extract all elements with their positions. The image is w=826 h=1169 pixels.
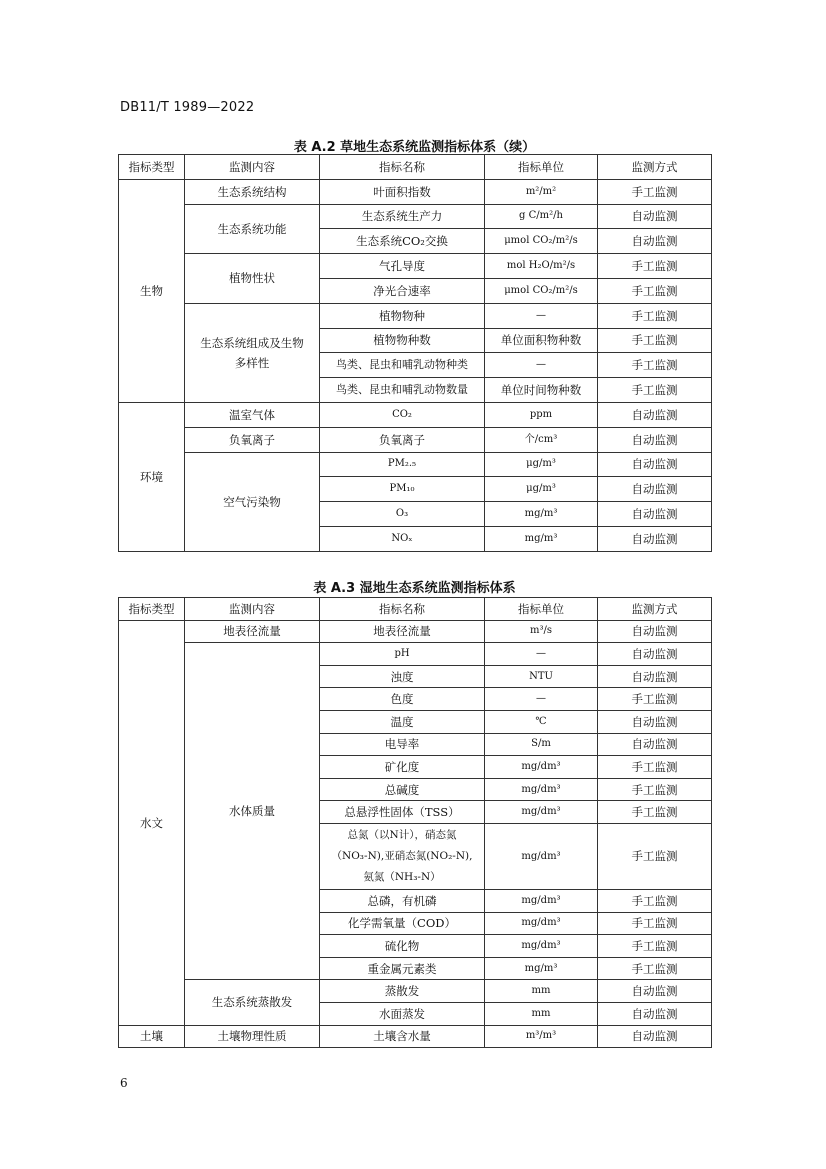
name-cell: NOₓ xyxy=(320,526,485,551)
method-cell: 手工监测 xyxy=(598,278,712,303)
method-cell: 自动监测 xyxy=(598,1025,712,1048)
name-cell: 化学需氧量（COD） xyxy=(320,912,485,935)
name-cell: 总磷，有机磷 xyxy=(320,889,485,912)
unit-cell: μg/m³ xyxy=(485,452,598,477)
document-code: DB11/T 1989—2022 xyxy=(120,100,255,115)
unit-cell: ℃ xyxy=(485,710,598,733)
table-header-row xyxy=(119,155,712,180)
header-cell: 监测方式 xyxy=(598,155,712,180)
name-cell: O₃ xyxy=(320,502,485,527)
unit-cell: NTU xyxy=(485,665,598,688)
table-a2-title: 表 A.2 草地生态系统监测指标体系（续） xyxy=(293,140,536,155)
method-cell: 手工监测 xyxy=(598,303,712,328)
name-cell: pH xyxy=(320,643,485,666)
name-cell: PM₁₀ xyxy=(320,477,485,502)
unit-cell: — xyxy=(485,688,598,711)
method-cell: 自动监测 xyxy=(598,620,712,643)
name-cell: 硫化物 xyxy=(320,935,485,958)
method-cell: 自动监测 xyxy=(598,427,712,452)
unit-cell: μg/m³ xyxy=(485,477,598,502)
unit-cell: mg/dm³ xyxy=(485,935,598,958)
name-cell: 温度 xyxy=(320,710,485,733)
name-cell: PM₂.₅ xyxy=(320,452,485,477)
content-cell: 生态系统蒸散发 xyxy=(185,980,320,1025)
unit-cell: mg/m³ xyxy=(485,957,598,980)
content-cell: 植物性状 xyxy=(185,254,320,304)
name-cell: 净光合速率 xyxy=(320,278,485,303)
method-cell: 手工监测 xyxy=(598,688,712,711)
method-cell: 手工监测 xyxy=(598,823,712,889)
unit-cell: S/m xyxy=(485,733,598,756)
method-cell: 自动监测 xyxy=(598,526,712,551)
table-row xyxy=(119,980,712,1003)
content-cell: 空气污染物 xyxy=(185,452,320,551)
name-line: （NO₃-N),亚硝态氮(NO₂-N), xyxy=(331,849,473,862)
method-cell: 手工监测 xyxy=(598,912,712,935)
name-cell: 总悬浮性固体（TSS） xyxy=(320,801,485,824)
method-cell: 自动监测 xyxy=(598,1002,712,1025)
table-row xyxy=(119,452,712,477)
unit-cell: 个/cm³ xyxy=(485,427,598,452)
header-cell: 监测内容 xyxy=(185,598,320,621)
name-cell: 色度 xyxy=(320,688,485,711)
name-cell: 矿化度 xyxy=(320,756,485,779)
content-cell: 土壤物理性质 xyxy=(185,1025,320,1048)
name-cell: 总碱度 xyxy=(320,778,485,801)
header-cell: 指标名称 xyxy=(320,155,485,180)
unit-cell: mg/dm³ xyxy=(485,756,598,779)
name-cell: 生态系统CO₂交换 xyxy=(320,229,485,254)
method-cell: 手工监测 xyxy=(598,378,712,403)
unit-cell: 单位面积物种数 xyxy=(485,328,598,353)
method-cell: 自动监测 xyxy=(598,502,712,527)
type-cell: 生物 xyxy=(119,179,185,402)
unit-cell: — xyxy=(485,353,598,378)
page-number: 6 xyxy=(120,1076,128,1090)
name-cell: 土壤含水量 xyxy=(320,1025,485,1048)
method-cell: 自动监测 xyxy=(598,229,712,254)
table-row xyxy=(119,620,712,643)
header-cell: 指标单位 xyxy=(485,598,598,621)
type-cell: 土壤 xyxy=(119,1025,185,1048)
unit-cell: mg/dm³ xyxy=(485,801,598,824)
name-cell: 植物物种 xyxy=(320,303,485,328)
method-cell: 自动监测 xyxy=(598,980,712,1003)
unit-cell: — xyxy=(485,643,598,666)
content-cell: 地表径流量 xyxy=(185,620,320,643)
table-row xyxy=(119,643,712,666)
unit-cell: mg/m³ xyxy=(485,502,598,527)
method-cell: 手工监测 xyxy=(598,254,712,279)
header-cell: 指标单位 xyxy=(485,155,598,180)
unit-cell: — xyxy=(485,303,598,328)
name-cell: 气孔导度 xyxy=(320,254,485,279)
content-cell: 生态系统组成及生物多样性 xyxy=(185,303,320,402)
table-a3-title: 表 A.3 湿地生态系统监测指标体系 xyxy=(313,581,516,596)
method-cell: 手工监测 xyxy=(598,353,712,378)
name-cell: 叶面积指数 xyxy=(320,179,485,204)
unit-cell: g C/m²/h xyxy=(485,204,598,229)
name-cell: 水面蒸发 xyxy=(320,1002,485,1025)
unit-cell: 单位时间物种数 xyxy=(485,378,598,403)
unit-cell: mol H₂O/m²/s xyxy=(485,254,598,279)
type-cell: 水文 xyxy=(119,620,185,1025)
unit-cell: mm xyxy=(485,1002,598,1025)
method-cell: 自动监测 xyxy=(598,643,712,666)
name-cell: 鸟类、昆虫和哺乳动物数量 xyxy=(320,378,485,403)
method-cell: 自动监测 xyxy=(598,402,712,427)
header-cell: 监测内容 xyxy=(185,155,320,180)
table-a2 xyxy=(118,154,712,552)
method-cell: 自动监测 xyxy=(598,477,712,502)
method-cell: 自动监测 xyxy=(598,665,712,688)
name-line: 氨氮（NH₃-N） xyxy=(363,870,441,883)
header-cell: 监测方式 xyxy=(598,598,712,621)
unit-cell: m³/m³ xyxy=(485,1025,598,1048)
content-cell: 负氧离子 xyxy=(185,427,320,452)
method-cell: 手工监测 xyxy=(598,957,712,980)
name-cell: 负氧离子 xyxy=(320,427,485,452)
content-cell: 温室气体 xyxy=(185,402,320,427)
header-cell: 指标类型 xyxy=(119,598,185,621)
method-cell: 自动监测 xyxy=(598,204,712,229)
name-cell: 电导率 xyxy=(320,733,485,756)
name-cell: 蒸散发 xyxy=(320,980,485,1003)
unit-cell: μmol CO₂/m²/s xyxy=(485,278,598,303)
name-cell xyxy=(320,823,485,889)
unit-cell: m²/m² xyxy=(485,179,598,204)
name-cell: 生态系统生产力 xyxy=(320,204,485,229)
table-row xyxy=(119,402,712,427)
unit-cell: mg/dm³ xyxy=(485,823,598,889)
unit-cell: mg/dm³ xyxy=(485,912,598,935)
table-a3 xyxy=(118,597,712,1048)
table-header-row xyxy=(119,598,712,621)
method-cell: 手工监测 xyxy=(598,889,712,912)
content-cell: 水体质量 xyxy=(185,643,320,980)
method-cell: 自动监测 xyxy=(598,733,712,756)
unit-cell: mg/dm³ xyxy=(485,778,598,801)
method-cell: 手工监测 xyxy=(598,801,712,824)
content-cell: 生态系统结构 xyxy=(185,179,320,204)
method-cell: 手工监测 xyxy=(598,328,712,353)
unit-cell: mm xyxy=(485,980,598,1003)
table-row xyxy=(119,303,712,328)
method-cell: 手工监测 xyxy=(598,756,712,779)
unit-cell: m³/s xyxy=(485,620,598,643)
table-row xyxy=(119,254,712,279)
method-cell: 自动监测 xyxy=(598,710,712,733)
name-cell: 浊度 xyxy=(320,665,485,688)
table-row xyxy=(119,204,712,229)
method-cell: 手工监测 xyxy=(598,935,712,958)
type-cell: 环境 xyxy=(119,402,185,551)
name-line: 总氮（以N计），硝态氮 xyxy=(347,828,457,841)
unit-cell: ppm xyxy=(485,402,598,427)
name-cell: CO₂ xyxy=(320,402,485,427)
unit-cell: μmol CO₂/m²/s xyxy=(485,229,598,254)
method-cell: 手工监测 xyxy=(598,778,712,801)
method-cell: 自动监测 xyxy=(598,452,712,477)
unit-cell: mg/dm³ xyxy=(485,889,598,912)
name-cell: 鸟类、昆虫和哺乳动物种类 xyxy=(320,353,485,378)
unit-cell: mg/m³ xyxy=(485,526,598,551)
name-cell: 地表径流量 xyxy=(320,620,485,643)
table-row xyxy=(119,427,712,452)
table-row xyxy=(119,1025,712,1048)
name-cell: 植物物种数 xyxy=(320,328,485,353)
content-cell: 生态系统功能 xyxy=(185,204,320,254)
method-cell: 手工监测 xyxy=(598,179,712,204)
header-cell: 指标类型 xyxy=(119,155,185,180)
name-cell: 重金属元素类 xyxy=(320,957,485,980)
table-row xyxy=(119,179,712,204)
header-cell: 指标名称 xyxy=(320,598,485,621)
